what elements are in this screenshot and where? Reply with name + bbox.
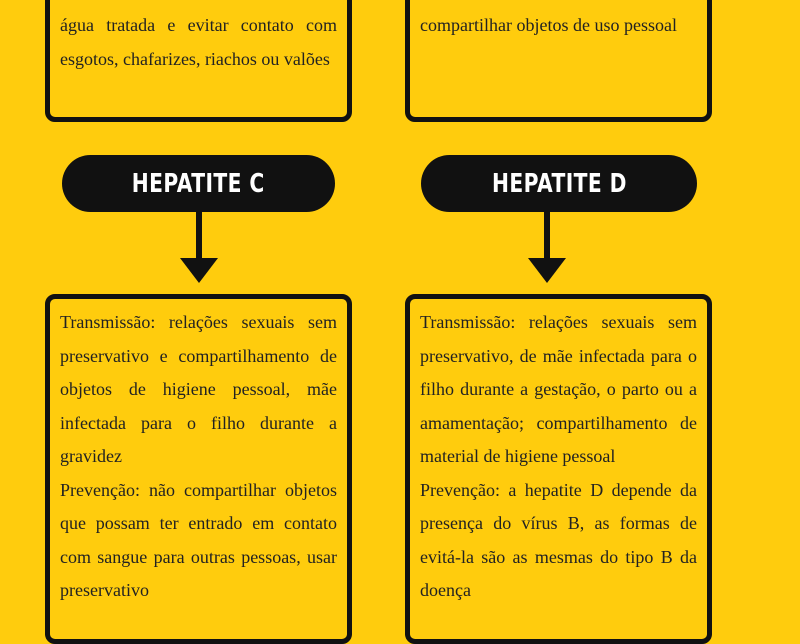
hepatite-a-prevencao-text: água tratada e evitar contato com esgotos, chafarizes, riachos ou valões xyxy=(60,15,337,69)
hepatite-d-prevencao-text: Prevenção: a hepatite D depende da presença do vírus B, as formas de evitá-la são as mesmas do tipo B da doença xyxy=(420,479,697,600)
hepatite-d-down-arrow xyxy=(526,210,568,285)
hepatite-a-info-box xyxy=(45,0,352,122)
hepatite-c-title-pill xyxy=(62,155,335,212)
hepatite-c-down-arrow xyxy=(178,210,220,285)
hepatite-c-prevencao-text: Prevenção: não compartilhar objetos que possam ter entrado em contato com sangue para outras pessoas, usar preservativo xyxy=(60,479,337,600)
hepatite-c-transmissao-text: Transmissão: relações sexuais sem preservativo e compartilhamento de objetos de higiene pessoal, mãe infectada para o filho durante a gravidez xyxy=(60,312,337,466)
hepatite-c-title: HEPATITE C xyxy=(132,168,265,199)
hepatite-d-info-box xyxy=(405,294,712,644)
hepatite-b-prevencao-text: compartilhar objetos de uso pessoal xyxy=(420,15,677,35)
hepatite-c-info-box xyxy=(45,294,352,644)
hepatite-d-title-pill xyxy=(421,155,697,212)
hepatite-d-transmissao-text: Transmissão: relações sexuais sem preservativo, de mãe infectada para o filho durante a gestação, o parto ou a amamentação; compartilhamento de material de higiene pessoal xyxy=(420,312,697,466)
hepatite-b-info-box xyxy=(405,0,712,122)
hepatite-d-title: HEPATITE D xyxy=(491,168,627,199)
